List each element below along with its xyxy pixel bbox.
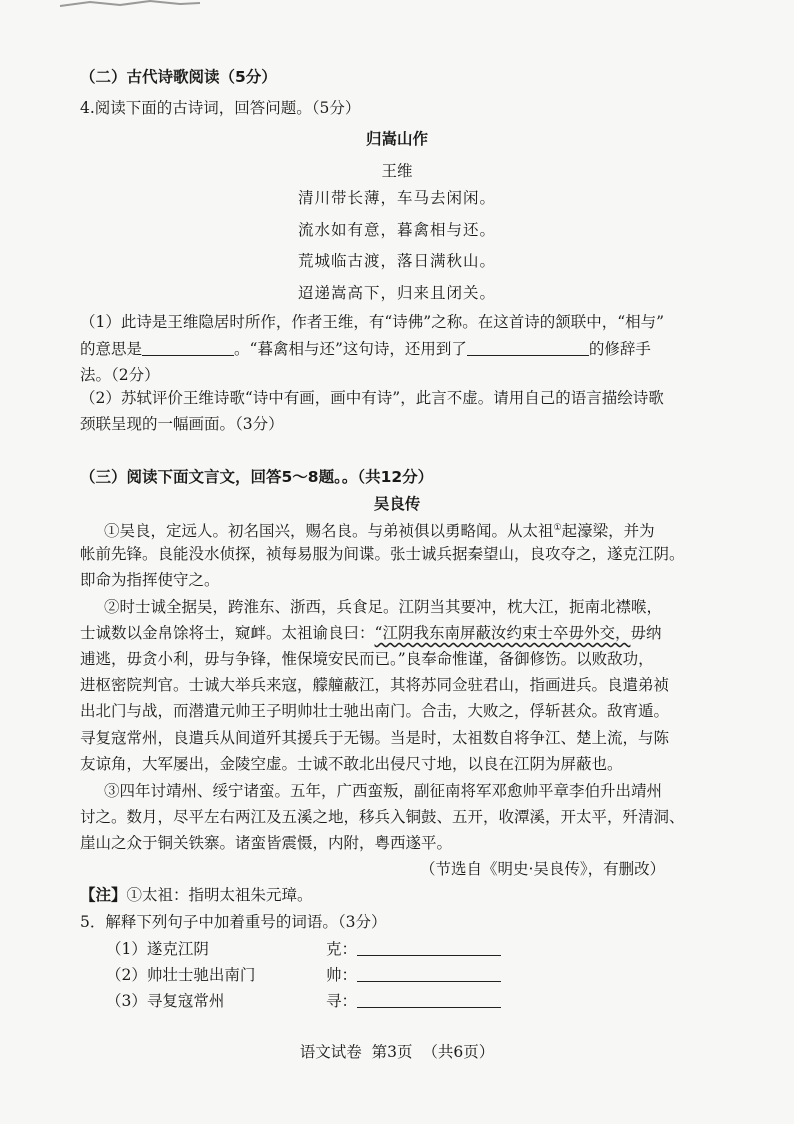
poem-line-4: 迢递嵩高下，归来且闭关。 — [297, 284, 496, 302]
note-text: ①太祖：指明太祖朱元璋。 — [126, 886, 313, 904]
p1-text-b: 起濠梁，并为 — [561, 522, 655, 541]
passage-p3-line-2: 讨之。数月，尽平左右两江及五溪之地，移兵入铜鼓、五开，收潭溪，开太平，歼清洞、 — [80, 808, 685, 826]
poem-line-1: 清川带长薄，车马去闲闲。 — [297, 189, 496, 207]
passage-p2-line-5: 出北门与战，而潜遣元帅王子明帅壮士驰出南门。合击，大败之，俘斩甚众。敌宵遁。 — [80, 702, 670, 720]
section-heading-classical: （三）阅读下面文言文，回答5～8题。。（共12分） — [80, 468, 434, 486]
poem-line-2: 流水如有意，暮禽相与还。 — [297, 221, 496, 239]
passage-p2-line-2 — [80, 622, 661, 644]
q4-1-text-a: 的意思是 — [80, 340, 143, 358]
q4-1-text-b: 。“暮禽相与还”这句诗，还用到了 — [234, 340, 467, 358]
q5-item-1-sentence: （1）遂克江阴 — [106, 940, 209, 958]
question-4-1-line-1: （1）此诗是王维隐居时所作，作者王维，有“诗佛”之称。在这首诗的颔联中，“相与” — [80, 313, 665, 331]
passage-p2-line-6: 寻复寇常州，良遣兵从间道歼其援兵于无锡。当是时，太祖数自将争江、楚上流，与陈 — [80, 729, 670, 747]
passage-p2-line-7: 友谅角，大军屡出，金陵空虚。士诚不敢北出侵尺寸地，以良在江阴为屏蔽也。 — [80, 755, 623, 773]
page-footer: 语文试卷 第3页 （共6页） — [299, 1043, 495, 1061]
wavy-underlined-sentence: “江阴我东南屏蔽汝约束士卒毋外交， — [374, 624, 631, 642]
footnote-marker: ① — [553, 523, 562, 533]
passage-p1-line-2: 帐前先锋。良能没水侦探，祯每易服为间谍。张士诚兵据秦望山，良攻夺之，遂克江阴。 — [80, 545, 685, 563]
passage-p2-line-1: ②时士诚全据吴，跨淮东、浙西，兵食足。江阴当其要冲，枕大江，扼南北襟喉， — [104, 598, 663, 616]
passage-p1-line-1 — [104, 517, 655, 542]
q5-item-3-word: 寻： — [326, 992, 358, 1010]
footnote — [80, 884, 313, 906]
p2-text-b: 毋纳 — [630, 624, 662, 642]
q5-item-3-sentence: （3）寻复寇常州 — [106, 992, 225, 1010]
answer-blank-shuai[interactable] — [357, 965, 501, 982]
question-5-stem: 5．解释下列句子中加着重号的词语。（3分） — [80, 913, 387, 931]
answer-blank-xiangyu[interactable] — [142, 339, 234, 356]
question-4-intro: 4.阅读下面的古诗词，回答问题。（5分） — [80, 99, 361, 117]
p1-text-a: ①吴良，定远人。初名国兴，赐名良。与弟祯俱以勇略闻。从太祖 — [104, 522, 554, 541]
passage-p2-line-4: 进枢密院判官。士诚大举兵来寇，艨艟蔽江，其将苏同佥驻君山，指画进兵。良遣弟祯 — [80, 676, 670, 694]
note-label: 【注】 — [80, 886, 127, 904]
question-4-2-line-1: （2）苏轼评价王维诗歌“诗中有画，画中有诗”，此言不虚。请用自己的语言描绘诗歌 — [80, 389, 664, 407]
answer-blank-ke[interactable] — [357, 939, 501, 956]
poem-line-3: 荒城临古渡，落日满秋山。 — [297, 252, 496, 270]
q5-item-2-sentence: （2）帅壮士驰出南门 — [106, 966, 256, 984]
answer-blank-rhetoric[interactable] — [467, 339, 589, 356]
passage-p3-line-3: 崖山之众于铜关铁寨。诸蛮皆震慑，内附，粤西遂平。 — [80, 834, 453, 852]
q5-item-1-word: 克： — [326, 940, 358, 958]
poem-author: 王维 — [381, 162, 413, 180]
p2-text-a: 士诚数以金帛馀将士，窥衅。太祖谕良曰： — [80, 624, 375, 642]
passage-p3-line-1: ③四年讨靖州、绥宁诸蛮。五年，广西蛮叛，副征南将军邓愈帅平章李伯升出靖州 — [104, 782, 663, 800]
question-4-1-line-3: 法。（2分） — [80, 366, 160, 384]
q5-item-2-word: 帅： — [326, 966, 358, 984]
q4-1-text-c: 的修辞手 — [588, 340, 651, 358]
answer-blank-xun[interactable] — [357, 991, 501, 1008]
passage-p1-line-3: 即命为指挥使守之。 — [80, 571, 220, 589]
question-4-2-line-2: 颈联呈现的一幅画面。（3分） — [80, 415, 284, 433]
passage-source: （节选自《明史·吴良传》，有删改） — [420, 860, 666, 878]
passage-title: 吴良传 — [373, 495, 421, 513]
question-4-1-line-2 — [80, 338, 651, 360]
q5-item-1-answer — [326, 938, 501, 960]
poem-title: 归嵩山作 — [365, 130, 428, 148]
passage-p2-line-3: 逋逃，毋贪小利，毋与争锋，惟保境安民而已。”良奉命惟谨，备御修饬。以败敌功， — [80, 650, 654, 668]
q5-item-3-answer — [326, 990, 501, 1012]
scan-artifact — [60, 0, 200, 14]
section-heading-poetry: （二）古代诗歌阅读（5分） — [80, 68, 277, 86]
q5-item-2-answer — [326, 964, 501, 986]
